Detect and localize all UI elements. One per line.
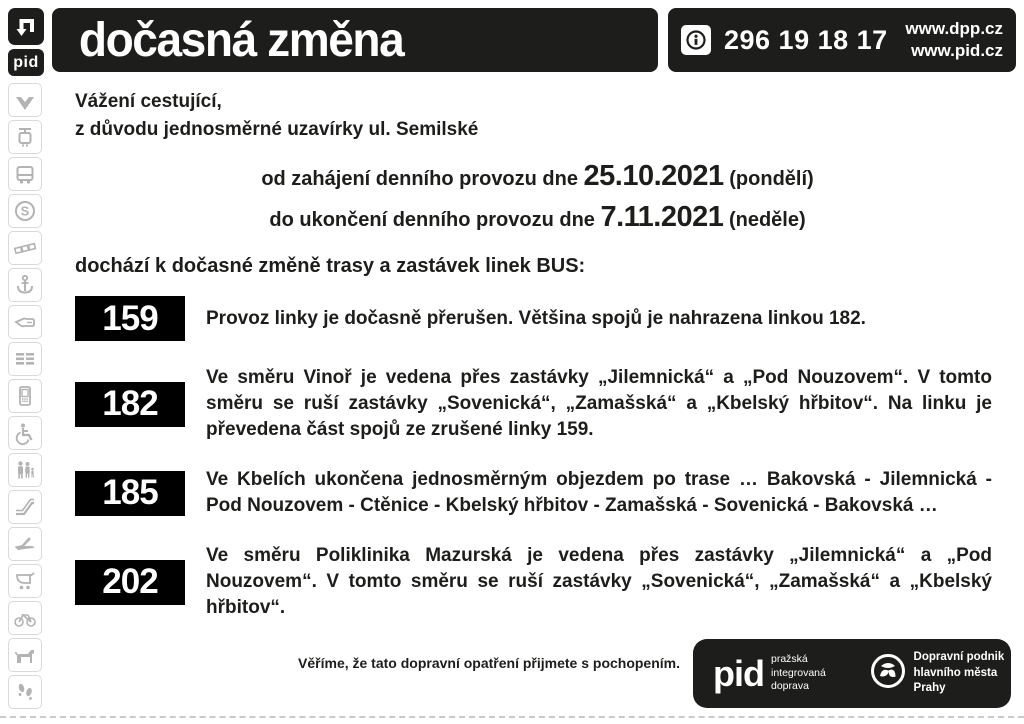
pid-tagline: [771, 653, 849, 694]
pid-small-label: pid: [13, 53, 39, 71]
bus-line-number-badge: 202: [75, 560, 185, 605]
date-from-weekday: (pondělí): [723, 168, 814, 190]
dpp-logo-icon: [869, 652, 907, 695]
bus-line-list: [75, 296, 992, 645]
date-from-value: 25.10.2021: [583, 160, 724, 192]
bus-line-description: Ve směru Poliklinika Mazurská je vedena přes zastávky „Jilemnická“ a „Pod Nouzovem“. V tomto směru se ruší zastávky „Sovenická“, „Zamašská“ a „Kbelský hřbitov“.: [206, 545, 992, 618]
pid-tagline-line2: doprava: [770, 680, 809, 693]
dpp-name-line2: hlavního města Prahy: [913, 666, 998, 695]
bus-line-description: Ve Kbelích ukončena jednosměrným objezdem po trase … Bakovská - Jilemnická - Pod Nouzovem - Ctěnice - Kbelský hřbitov - Zamašská - Sovenická - Bakovská …: [206, 469, 992, 516]
stroller-icon: [8, 564, 42, 598]
web-dpp: www.dpp.cz: [905, 18, 1003, 38]
date-to-weekday: (neděle): [723, 209, 806, 231]
footer-logo-bar: [693, 639, 1011, 708]
intro-text: [75, 88, 478, 144]
bus-line-row: [75, 365, 992, 443]
detour-badge: [8, 8, 44, 45]
pid-tagline-line1: pražská integrovaná: [770, 653, 826, 679]
phone-number: 296 19 18 17: [724, 24, 888, 55]
escalator-icon: [8, 490, 42, 524]
bus-icon: [8, 157, 42, 191]
dpp-name-line1: Dopravní podnik: [913, 651, 1005, 664]
bus-line-description: Provoz linky je dočasně přerušen. Většina spojů je nahrazena linkou 182.: [206, 307, 866, 329]
title-banner: [52, 8, 658, 72]
pid-small-logo: [8, 49, 44, 76]
metro-icon: [8, 83, 42, 117]
transport-mode-icon-column: [8, 83, 44, 712]
dog-icon: [8, 638, 42, 672]
intro-line1: Vážení cestující,: [75, 91, 222, 112]
date-from-line: [75, 158, 1000, 199]
passengers-icon: [8, 453, 42, 487]
info-icon: [681, 25, 711, 55]
date-to-line: [75, 199, 1000, 240]
bus-line-number-badge: 159: [75, 296, 185, 341]
mobile-phone-icon: [8, 379, 42, 413]
bus-line-row: [75, 543, 992, 621]
bus-line-description: Ve směru Vinoř je vedena přes zastávky „Jilemnická“ a „Pod Nouzovem“. V tomto směru se ruší zastávky „Sovenická“, „Zamašská“ a „Kbelský hřbitov“. Na linku je převedena část spojů ze zrušené linky 159.: [206, 367, 992, 440]
bus-line-row: [75, 296, 992, 341]
dpp-name: [914, 650, 1011, 697]
train-s-icon: [8, 194, 42, 228]
pid-logo: pid: [713, 652, 764, 694]
web-addresses: [905, 18, 1003, 62]
bus-line-number-badge: 182: [75, 382, 185, 427]
funicular-icon: [8, 231, 42, 265]
bus-line-number-badge: 185: [75, 471, 185, 516]
tram-icon: [8, 120, 42, 154]
closing-sentence: Věříme, že tato dopravní opatření přijmete s pochopením.: [298, 655, 680, 671]
hand-icon: [8, 305, 42, 339]
wheelchair-icon: [8, 416, 42, 450]
detour-arrow-icon: [13, 11, 39, 42]
timetable-icon: [8, 342, 42, 376]
date-to-value: 7.11.2021: [600, 201, 724, 233]
date-from-prefix: od zahájení denního provozu dne: [261, 168, 584, 190]
bus-line-row: [75, 467, 992, 519]
intro-line2: z důvodu jednosměrné uzavírky ul. Semilské: [75, 119, 479, 140]
web-pid: www.pid.cz: [911, 41, 1003, 60]
footprints-icon: [8, 675, 42, 709]
bicycle-icon: [8, 601, 42, 635]
airplane-icon: [8, 527, 42, 561]
date-to-prefix: do ukončení denního provozu dne: [269, 209, 601, 231]
page-title: dočasná změna: [78, 13, 404, 67]
info-banner: [668, 8, 1016, 72]
svg-text:S: S: [20, 203, 30, 219]
change-notice-line: dochází k dočasné změně trasy a zastávek linek BUS:: [75, 255, 586, 277]
validity-dates: [75, 158, 1000, 240]
ferry-anchor-icon: [8, 268, 42, 302]
cut-line: [0, 716, 1024, 718]
